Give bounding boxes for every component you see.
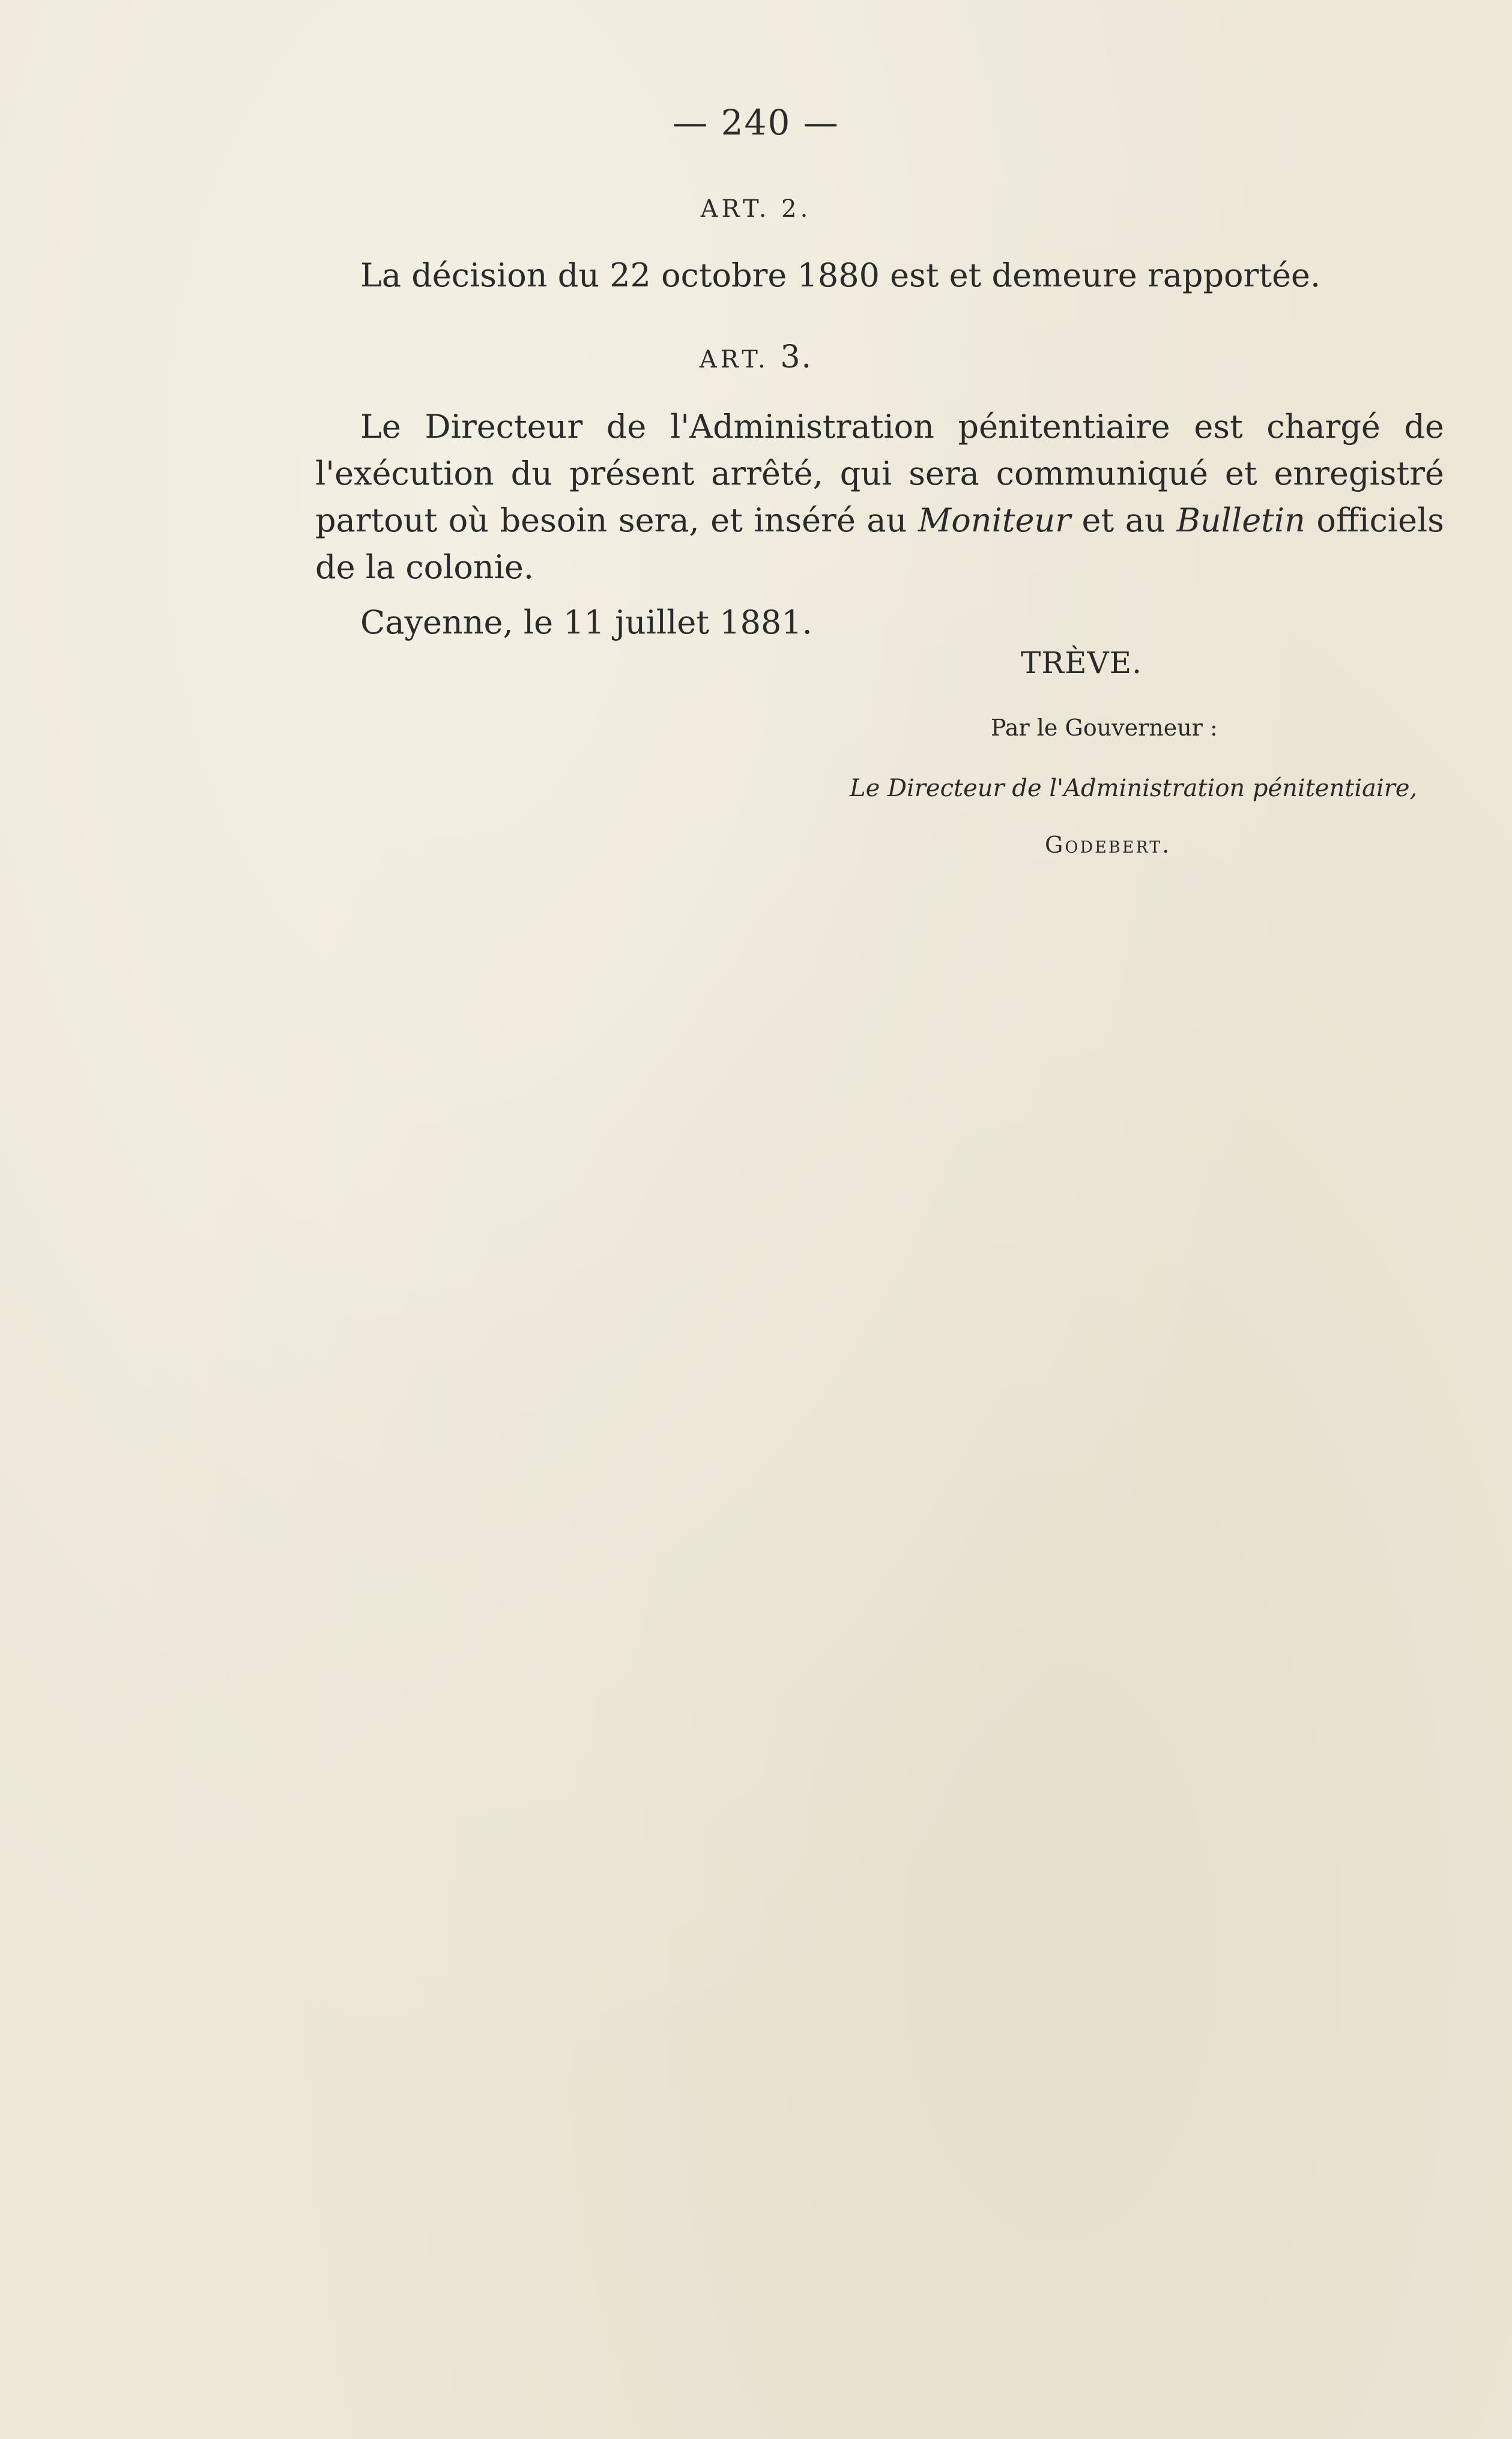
article-2-heading: ART. 2. xyxy=(700,195,812,223)
governor-signature-name: TRÈVE. xyxy=(1021,645,1142,680)
signature-by-line: Par le Gouverneur : xyxy=(991,715,1218,741)
place-date: Cayenne, le 11 juillet 1881. xyxy=(360,603,812,641)
article-3-text-part1: Le Directeur de l'Administration pénitentiaire est chargé de l'exécution du présent arrêté, qui sera communiqué et enregistré partout où besoin sera, et inséré au xyxy=(315,408,1444,539)
director-name: Godebert. xyxy=(1045,832,1172,858)
article-2-body xyxy=(315,252,1444,299)
article-3-heading xyxy=(0,339,1512,375)
article-3-label-number: 3. xyxy=(780,339,813,375)
article-3-text xyxy=(315,403,1444,591)
page-number: — 240 — xyxy=(673,102,839,143)
moniteur-title: Moniteur xyxy=(918,501,1071,539)
article-2-text: La décision du 22 octobre 1880 est et demeure rapportée. xyxy=(360,256,1321,294)
article-3-text-part2: et au xyxy=(1071,501,1177,539)
article-3-text-part3: officiels de la colonie. xyxy=(315,501,1445,586)
bulletin-title: Bulletin xyxy=(1176,501,1305,539)
director-title: Le Directeur de l'Administration pénitentiaire, xyxy=(850,775,1418,802)
article-3-body xyxy=(315,403,1444,646)
article-3-label-prefix: ART. xyxy=(699,346,769,373)
